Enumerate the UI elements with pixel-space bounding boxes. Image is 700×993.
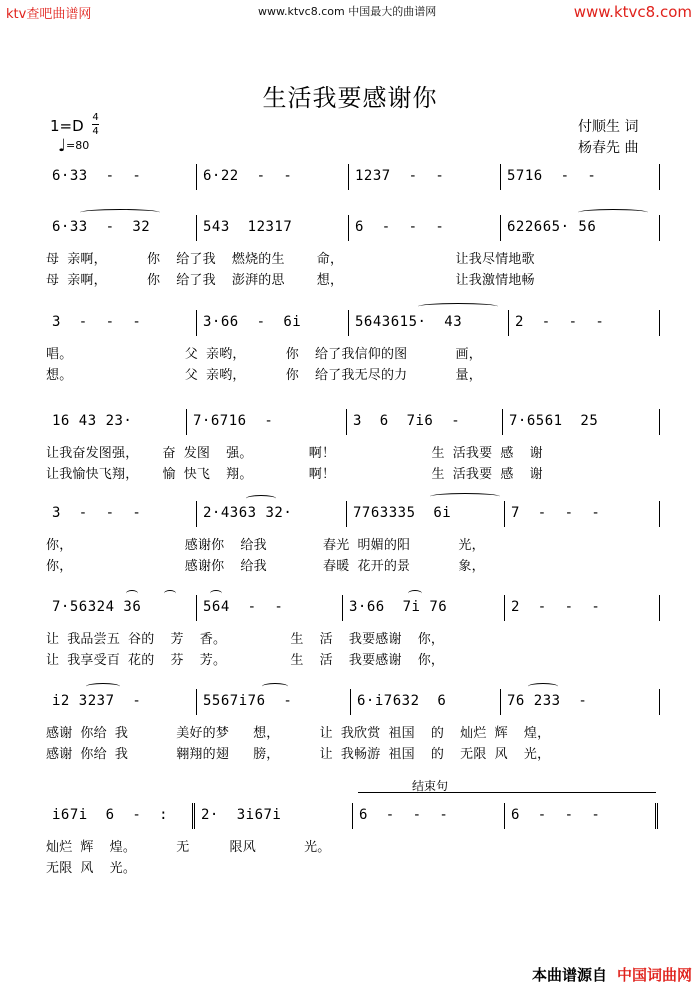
ending-label: 结束句 <box>412 779 449 793</box>
measure: 6·22 - - <box>196 164 349 190</box>
site-header-left[interactable]: ktv查吧曲谱网 <box>6 7 92 22</box>
time-signature <box>92 112 99 137</box>
measure: 5716 - - <box>500 164 660 190</box>
lyric-line-2: 感谢 你给 我 翱翔的翅 膀， 让 我畅游 祖国 的 无限 风 光， <box>46 747 551 762</box>
measure: 3 - - - <box>52 505 142 521</box>
measure: 3 6 7i6 - <box>346 409 503 435</box>
measure: 6·i7632 6 <box>350 689 501 715</box>
lyric-line-1: 唱。 父 亲哟， 你 给了我信仰的图 画， <box>46 347 482 362</box>
measure: 7 - - - <box>504 501 660 527</box>
lyric-line-2: 母 亲啊， 你 给了我 澎湃的思 想， 让我激情地畅 <box>46 273 535 288</box>
measure: 2· 3i67i <box>192 803 355 829</box>
measure: 5567i76 - <box>196 689 351 715</box>
quarter-note-icon: ♩ <box>58 136 67 156</box>
measure: i2 3237 - <box>52 693 142 709</box>
slur <box>430 493 500 500</box>
song-title: 生活我要感谢你 <box>262 84 438 112</box>
lyric-line-2: 想。 父 亲哟， 你 给了我无尽的力 量， <box>46 368 482 383</box>
measure: 6 - - - <box>504 803 658 829</box>
measure: 622665· 56 <box>500 215 660 241</box>
measure: 7763335 6i <box>346 501 505 527</box>
measure: 6 - - - <box>348 215 501 241</box>
time-signature-top: 4 <box>92 112 99 123</box>
measure: 2 - - - <box>508 310 660 336</box>
measure: 7·6716 - <box>186 409 347 435</box>
measure: i67i 6 - : <box>52 807 169 823</box>
measure: 7·6561 25 <box>502 409 660 435</box>
measure: 5643615· 43 <box>348 310 509 336</box>
slur <box>418 303 498 310</box>
measure: 3 - - - <box>52 314 142 330</box>
lyric-line-1: 母 亲啊， 你 给了我 燃烧的生 命， 让我尽情地歌 <box>46 252 535 267</box>
lyric-line-1: 灿烂 辉 煌。 无 限风 光。 <box>46 840 331 855</box>
measure: 16 43 23· <box>52 413 133 429</box>
lyric-line-2: 让我愉快飞翔， 愉 快飞 翔。 啊！ 生 活我要 感 谢 <box>46 467 543 482</box>
ending-bracket <box>358 792 656 793</box>
measure: 564 - - <box>196 595 343 621</box>
lyric-line-1: 让 我品尝五 谷的 芳 香。 生 活 我要感谢 你， <box>46 632 445 647</box>
measure: 76 233 - <box>500 689 660 715</box>
time-signature-bottom: 4 <box>92 126 99 137</box>
lyric-line-1: 让我奋发图强， 奋 发图 强。 啊！ 生 活我要 感 谢 <box>46 446 543 461</box>
measure: 3·66 7i 76 <box>342 595 505 621</box>
tempo-value: =80 <box>66 139 90 152</box>
lyric-line-1: 你， 感谢你 给我 春光 明媚的阳 光， <box>46 538 485 553</box>
lyric-line-1: 感谢 你给 我 美好的梦 想， 让 我欣赏 祖国 的 灿烂 辉 煌， <box>46 726 551 741</box>
measure: 6·33 - 32 <box>52 219 151 235</box>
composer: 杨春先 曲 <box>578 140 639 156</box>
lyric-line-2: 无限 风 光。 <box>46 861 137 876</box>
footer-source <box>532 964 692 985</box>
site-header-right[interactable]: www.ktvc8.com <box>573 3 692 21</box>
credits <box>578 117 638 159</box>
source-label: 本曲谱源自 <box>531 966 607 984</box>
measure: 543 12317 <box>196 215 349 241</box>
measure: 7·56324 36 <box>52 599 142 615</box>
measure: 2·4363 32· <box>196 501 347 527</box>
measure: 2 - - - <box>504 595 660 621</box>
measure: 1237 - - <box>348 164 501 190</box>
measure: 3·66 - 6i <box>196 310 349 336</box>
lyric-line-2: 你， 感谢你 给我 春暖 花开的景 象， <box>46 559 485 574</box>
time-signature-line <box>92 124 99 125</box>
measure: 6·33 - - <box>52 168 142 184</box>
measure: 6 - - - <box>352 803 505 829</box>
site-header-center[interactable]: www.ktvc8.com 中国最大的曲谱网 <box>258 5 437 18</box>
lyricist: 付顺生 词 <box>578 119 639 135</box>
source-site-link[interactable]: 中国词曲网 <box>616 966 692 984</box>
lyric-line-2: 让 我享受百 花的 芬 芳。 生 活 我要感谢 你， <box>46 653 445 668</box>
tempo-marking <box>58 136 89 156</box>
key-signature: 1=D <box>50 117 84 135</box>
